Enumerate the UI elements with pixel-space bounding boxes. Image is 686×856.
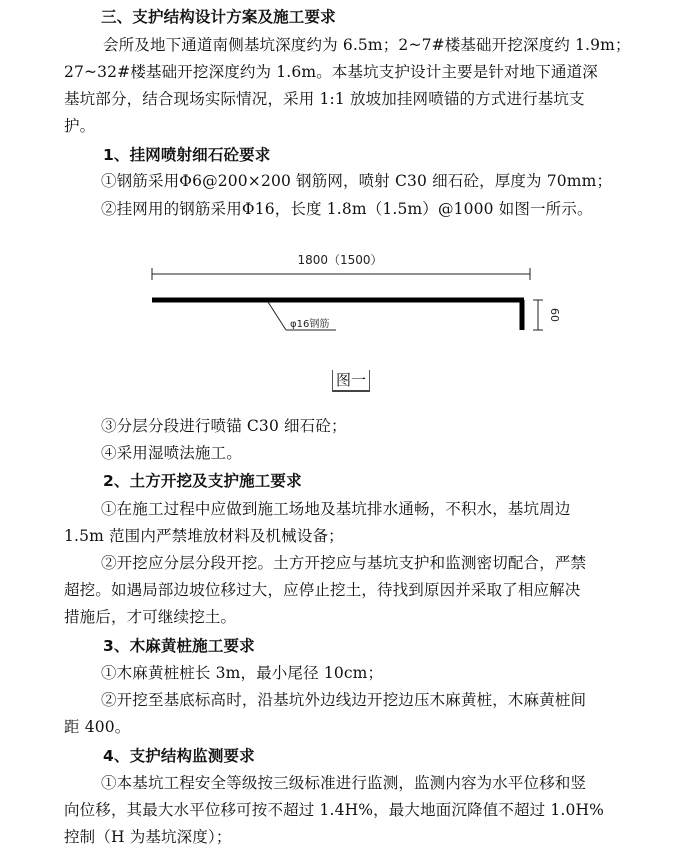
subsection-1-item-3: ③分层分段进行喷锚 C30 细石砼； <box>101 417 347 435</box>
subsection-1-item-2: ②挂网用的钢筋采用Φ16，长度 1.8m（1.5m）@1000 如图一所示。 <box>101 200 593 218</box>
subsection-1-title: 1、挂网喷射细石砼要求 <box>103 146 271 164</box>
subsection-4-title: 4、支护结构监测要求 <box>103 747 255 765</box>
height-label: 60 <box>548 308 561 322</box>
subsection-4-item-1-line-3: 控制（H 为基坑深度）； <box>64 828 232 846</box>
figure-caption: 图一 <box>332 370 370 392</box>
subsection-1-item-1: ①钢筋采用Φ6@200×200 钢筋网，喷射 C30 细石砼，厚度为 70mm； <box>101 172 613 190</box>
bar-label: φ16钢筋 <box>290 319 330 330</box>
intro-line-1: 会所及地下通道南侧基坑深度约为 6.5m；2~7#楼基础开挖深度约 1.9m； <box>103 36 631 54</box>
subsection-2-item-1-line-1: ①在施工过程中应做到施工场地及基坑排水通畅，不积水，基坑周边 <box>101 500 571 518</box>
intro-line-4: 护。 <box>64 117 96 135</box>
intro-line-2: 27~32#楼基础开挖深度约为 1.6m。本基坑支护设计主要是针对地下通道深 <box>64 63 598 81</box>
subsection-2-item-2-line-2: 超挖。如遇局部边坡位移过大，应停止挖土，待找到原因并采取了相应解决 <box>64 581 581 599</box>
subsection-3-item-1: ①木麻黄桩桩长 3m，最小尾径 10cm； <box>101 664 384 682</box>
section-title: 三、支护结构设计方案及施工要求 <box>101 8 336 26</box>
subsection-2-item-2-line-3: 措施后，才可继续挖土。 <box>64 608 237 626</box>
subsection-4-item-1-line-2: 向位移，其最大水平位移可按不超过 1.4H%，最大地面沉降值不超过 1.0H% <box>64 801 604 819</box>
subsection-3-item-2-line-2: 距 400。 <box>64 718 131 736</box>
leader-line <box>268 302 286 330</box>
subsection-3-item-2-line-1: ②开挖至基底标高时，沿基坑外边线边开挖边压木麻黄桩，木麻黄桩间 <box>101 691 587 709</box>
figure-1 <box>140 244 560 408</box>
subsection-1-item-4: ④采用湿喷法施工。 <box>101 444 242 462</box>
rebar-drawing <box>140 244 560 344</box>
subsection-4-item-1-line-1: ①本基坑工程安全等级按三级标准进行监测，监测内容为水平位移和竖 <box>101 774 587 792</box>
subsection-2-item-1-line-2: 1.5m 范围内严禁堆放材料及机械设备； <box>64 527 344 545</box>
intro-line-3: 基坑部分，结合现场实际情况，采用 1:1 放坡加挂网喷锚的方式进行基坑支 <box>64 90 585 108</box>
subsection-3-title: 3、木麻黄桩施工要求 <box>103 637 255 655</box>
subsection-2-item-2-line-1: ②开挖应分层分段开挖。土方开挖应与基坑支护和监测密切配合，严禁 <box>101 554 587 572</box>
subsection-2-title: 2、土方开挖及支护施工要求 <box>103 472 302 490</box>
dimension-label: 1800（1500） <box>297 253 383 267</box>
